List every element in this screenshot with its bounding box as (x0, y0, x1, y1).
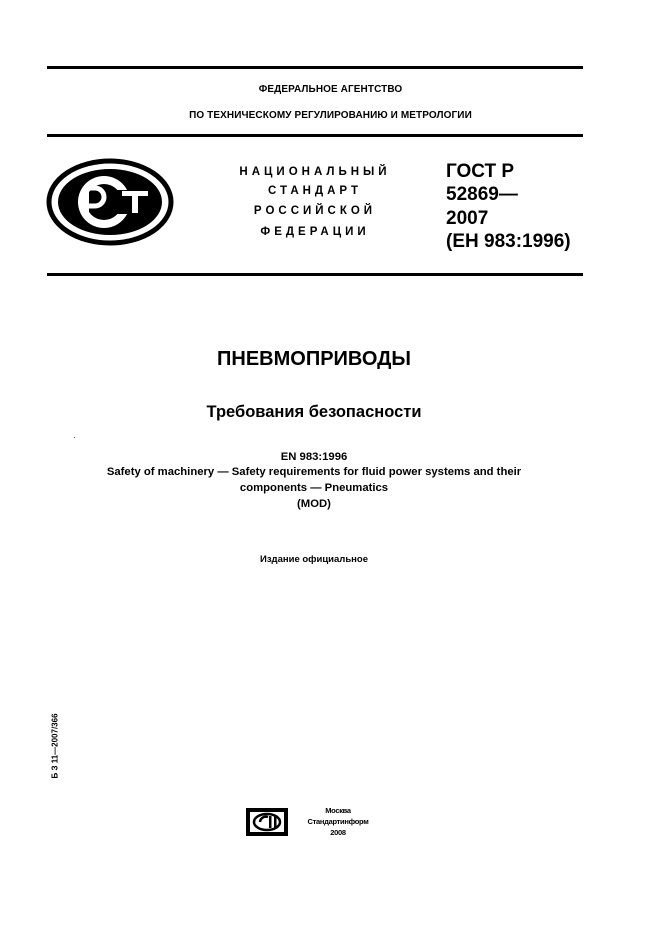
reference-title-line1: Safety of machinery — Safety requirements for fluid power systems and their (106, 466, 522, 478)
reference-modification: (MOD) (297, 498, 331, 510)
agency-name-line1: ФЕДЕРАЛЬНОЕ АГЕНТСТВО (258, 84, 403, 95)
standard-type-line2: СТАНДАРТ (268, 185, 362, 197)
header-bottom-rule (47, 273, 583, 276)
publisher-name: Стандартинформ (307, 817, 369, 826)
standard-type-line1: НАЦИОНАЛЬНЫЙ (239, 166, 391, 178)
agency-name-line2: ПО ТЕХНИЧЕСКОМУ РЕГУЛИРОВАНИЮ И МЕТРОЛОГИИ (189, 110, 472, 121)
standard-designation-line4: (ЕН 983:1996) (446, 231, 571, 252)
standard-designation-line3: 2007 (446, 208, 489, 229)
standard-type-line3: РОССИЙСКОЙ (253, 205, 377, 217)
standartinform-logo-icon (246, 808, 288, 836)
reference-code: EN 983:1996 (280, 451, 348, 463)
document-title: ПНЕВМОПРИВОДЫ (217, 348, 411, 370)
standard-designation-line1: ГОСТ Р (446, 161, 515, 182)
reference-title-line2: components — Pneumatics (239, 482, 389, 494)
side-registration-code: Б З 11—2007/366 (50, 713, 60, 779)
publisher-city: Москва (325, 806, 351, 815)
top-rule (47, 66, 583, 69)
standard-type-line4: ФЕДЕРАЦИИ (260, 226, 370, 238)
document-subtitle: Требования безопасности (206, 403, 422, 421)
gost-r-certification-mark-icon (46, 158, 174, 246)
edition-note: Издание официальное (260, 554, 368, 565)
standard-designation-line2: 52869— (446, 184, 518, 205)
scan-speck (74, 437, 75, 438)
header-divider (47, 134, 583, 137)
publisher-year: 2008 (330, 828, 346, 837)
